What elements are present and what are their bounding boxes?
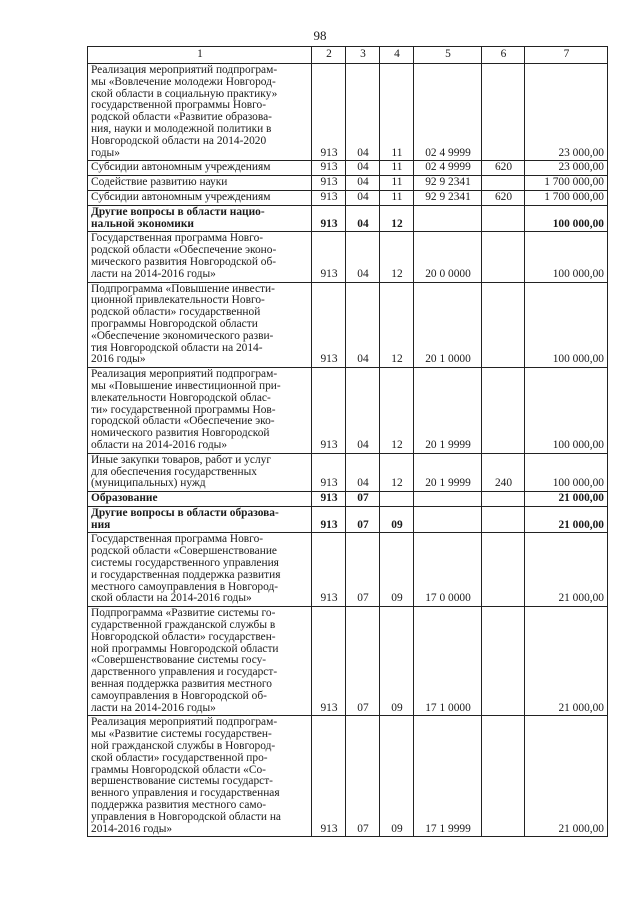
table-row xyxy=(88,161,608,176)
section-code: 04 xyxy=(346,161,380,176)
amount: 100 000,00 xyxy=(525,232,608,282)
target-article-code: 02 4 9999 xyxy=(414,161,482,176)
row-description: Другие вопросы в области образова- ния xyxy=(88,506,312,533)
column-number: 2 xyxy=(312,47,346,64)
section-code: 04 xyxy=(346,232,380,282)
expense-type-code xyxy=(482,506,525,533)
subsection-code: 12 xyxy=(380,368,414,454)
subsection-code: 11 xyxy=(380,161,414,176)
ministry-code: 913 xyxy=(312,492,346,507)
section-code: 07 xyxy=(346,607,380,716)
column-number: 6 xyxy=(482,47,525,64)
expense-type-code xyxy=(482,533,525,607)
target-article-code: 92 9 2341 xyxy=(414,190,482,205)
row-description: Субсидии автономным учреждениям xyxy=(88,161,312,176)
ministry-code: 913 xyxy=(312,506,346,533)
ministry-code: 913 xyxy=(312,176,346,191)
table-row xyxy=(88,205,608,232)
row-description: Субсидии автономным учреждениям xyxy=(88,190,312,205)
amount: 100 000,00 xyxy=(525,282,608,368)
section-code: 04 xyxy=(346,64,380,161)
column-number: 5 xyxy=(414,47,482,64)
subsection-code: 11 xyxy=(380,176,414,191)
row-description: Реализация мероприятий подпрограм- мы «Вовлечение молодежи Новгород- ской области в социальную практику» государственной программы Новго- родской области «Развитие образова- ния, науки и молодежной политики в Новгородской области на 2014-2020 годы» xyxy=(88,64,312,161)
section-code: 04 xyxy=(346,176,380,191)
amount: 21 000,00 xyxy=(525,607,608,716)
target-article-code: 17 1 0000 xyxy=(414,607,482,716)
expense-type-code: 620 xyxy=(482,190,525,205)
target-article-code xyxy=(414,492,482,507)
expense-type-code xyxy=(482,232,525,282)
row-description: Подпрограмма «Развитие системы го- сударственной гражданской службы в Новгородской области» государствен- ной программы Новгородской области «Совершенствование системы госу- дарственного управления и государст- венная поддержка развития местного самоуправления в Новгородской об- ласти на 2014-2016 годы» xyxy=(88,607,312,716)
target-article-code xyxy=(414,506,482,533)
row-description: Государственная программа Новго- родской области «Совершенствование системы государственного управления и государственная поддержка развития местного самоуправления в Новгород- ской области на 2014-2016 годы» xyxy=(88,533,312,607)
ministry-code: 913 xyxy=(312,453,346,491)
ministry-code: 913 xyxy=(312,161,346,176)
subsection-code: 12 xyxy=(380,453,414,491)
row-description: Реализация мероприятий подпрограм- мы «Повышение инвестиционной при- влекательности Новгородской облас- ти» государственной программы Нов- городской области «Обеспечение эко- номического развития Новгородской области на 2014-2016 годы» xyxy=(88,368,312,454)
subsection-code: 11 xyxy=(380,190,414,205)
ministry-code: 913 xyxy=(312,190,346,205)
target-article-code: 02 4 9999 xyxy=(414,64,482,161)
target-article-code: 92 9 2341 xyxy=(414,176,482,191)
section-code: 04 xyxy=(346,190,380,205)
column-number: 1 xyxy=(88,47,312,64)
expense-type-code xyxy=(482,368,525,454)
section-code: 07 xyxy=(346,506,380,533)
section-code: 07 xyxy=(346,716,380,837)
subsection-code: 11 xyxy=(380,64,414,161)
table-row xyxy=(88,607,608,716)
expense-type-code xyxy=(482,205,525,232)
target-article-code: 17 0 0000 xyxy=(414,533,482,607)
expense-type-code xyxy=(482,64,525,161)
ministry-code: 913 xyxy=(312,232,346,282)
budget-table xyxy=(87,46,608,837)
row-description: Реализация мероприятий подпрограм- мы «Развитие системы государствен- ной гражданской службы в Новгород- ской области» государственной про- граммы Новгородской области «Со- вершенствование системы государст- венного управления и государственная поддержка развития местного само- управления в Новгородской области на 2014-2016 годы» xyxy=(88,716,312,837)
table-body xyxy=(88,47,608,837)
table-row xyxy=(88,232,608,282)
ministry-code: 913 xyxy=(312,368,346,454)
target-article-code xyxy=(414,205,482,232)
subsection-code: 09 xyxy=(380,716,414,837)
target-article-code: 20 1 9999 xyxy=(414,368,482,454)
section-code: 07 xyxy=(346,492,380,507)
column-number: 7 xyxy=(525,47,608,64)
ministry-code: 913 xyxy=(312,64,346,161)
amount: 21 000,00 xyxy=(525,506,608,533)
column-number-row xyxy=(88,47,608,64)
amount: 21 000,00 xyxy=(525,533,608,607)
table-row xyxy=(88,368,608,454)
expense-type-code xyxy=(482,176,525,191)
amount: 100 000,00 xyxy=(525,368,608,454)
ministry-code: 913 xyxy=(312,607,346,716)
ministry-code: 913 xyxy=(312,205,346,232)
row-description: Содействие развитию науки xyxy=(88,176,312,191)
row-description: Образование xyxy=(88,492,312,507)
subsection-code: 09 xyxy=(380,533,414,607)
table-row xyxy=(88,282,608,368)
table-row xyxy=(88,190,608,205)
table-row xyxy=(88,64,608,161)
ministry-code: 913 xyxy=(312,716,346,837)
amount: 21 000,00 xyxy=(525,492,608,507)
expense-type-code xyxy=(482,716,525,837)
subsection-code: 12 xyxy=(380,205,414,232)
table-row xyxy=(88,176,608,191)
subsection-code: 12 xyxy=(380,232,414,282)
section-code: 04 xyxy=(346,282,380,368)
amount: 23 000,00 xyxy=(525,64,608,161)
section-code: 04 xyxy=(346,453,380,491)
table-row xyxy=(88,533,608,607)
column-number: 4 xyxy=(380,47,414,64)
table-row xyxy=(88,506,608,533)
table-row xyxy=(88,453,608,491)
amount: 100 000,00 xyxy=(525,453,608,491)
amount: 1 700 000,00 xyxy=(525,190,608,205)
amount: 100 000,00 xyxy=(525,205,608,232)
page-number: 98 xyxy=(313,28,327,43)
section-code: 04 xyxy=(346,205,380,232)
table-row xyxy=(88,492,608,507)
expense-type-code: 240 xyxy=(482,453,525,491)
column-number: 3 xyxy=(346,47,380,64)
expense-type-code: 620 xyxy=(482,161,525,176)
subsection-code xyxy=(380,492,414,507)
expense-type-code xyxy=(482,282,525,368)
subsection-code: 09 xyxy=(380,607,414,716)
row-description: Государственная программа Новго- родской области «Обеспечение эконо- мического развития Новгородской об- ласти на 2014-2016 годы» xyxy=(88,232,312,282)
expense-type-code xyxy=(482,492,525,507)
amount: 23 000,00 xyxy=(525,161,608,176)
target-article-code: 20 0 0000 xyxy=(414,232,482,282)
ministry-code: 913 xyxy=(312,533,346,607)
ministry-code: 913 xyxy=(312,282,346,368)
target-article-code: 20 1 9999 xyxy=(414,453,482,491)
amount: 1 700 000,00 xyxy=(525,176,608,191)
section-code: 04 xyxy=(346,368,380,454)
subsection-code: 12 xyxy=(380,282,414,368)
row-description: Подпрограмма «Повышение инвести- ционной привлекательности Новго- родской области» государственной программы Новгородской области «Обеспечение экономического разви- тия Новгородской области на 2014- 2016 годы» xyxy=(88,282,312,368)
table-row xyxy=(88,716,608,837)
row-description: Другие вопросы в области нацио- нальной экономики xyxy=(88,205,312,232)
subsection-code: 09 xyxy=(380,506,414,533)
target-article-code: 20 1 0000 xyxy=(414,282,482,368)
section-code: 07 xyxy=(346,533,380,607)
amount: 21 000,00 xyxy=(525,716,608,837)
target-article-code: 17 1 9999 xyxy=(414,716,482,837)
expense-type-code xyxy=(482,607,525,716)
row-description: Иные закупки товаров, работ и услуг для обеспечения государственных (муниципальных) нужд xyxy=(88,453,312,491)
